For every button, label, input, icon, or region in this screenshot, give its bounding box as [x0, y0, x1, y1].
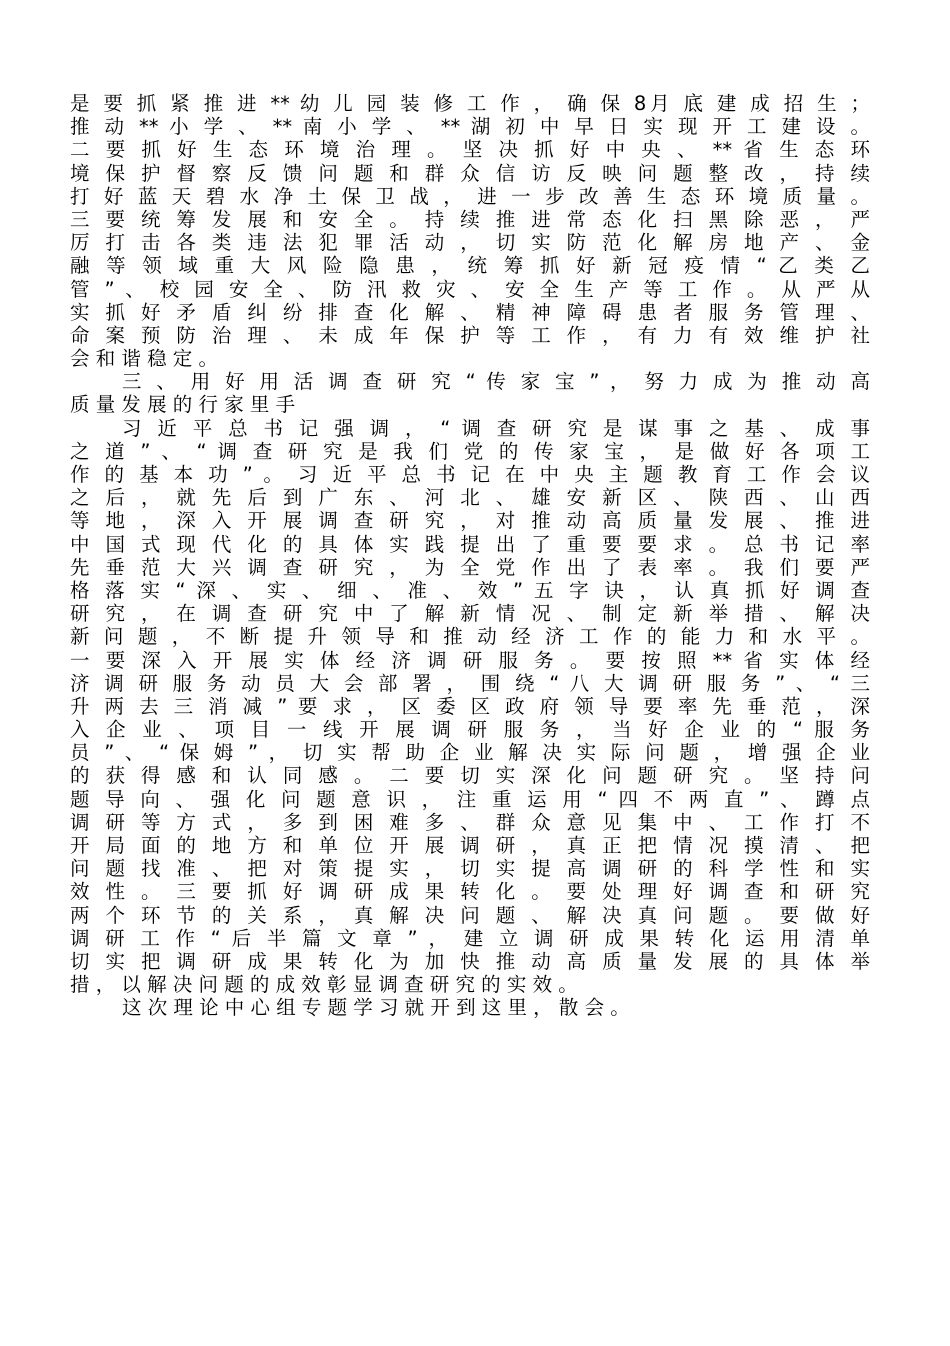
- text-line: 是 要 抓 紧 推 进 ** 幼 儿 园 装 修 工 作 ， 确 保 8月 底 建 成 招 生 ；: [70, 92, 870, 115]
- text-line: 调 研 工 作 “ 后 半 篇 文 章 ” ， 建 立 调 研 成 果 转 化 运 用 清 单: [70, 926, 870, 950]
- text-line: 两 个 环 节 的 关 系 ， 真 解 决 问 题 、 解 决 真 问 题 。 要 做 好: [70, 903, 870, 927]
- text-line: 质 量 发 展 的 行 家 里 手: [70, 393, 296, 417]
- text-line: 的 获 得 感 和 认 同 感 。 二 要 切 实 深 化 问 题 研 究 。 坚 持 问: [70, 764, 870, 788]
- text-line: 之 道 ” 、 “ 调 查 研 究 是 我 们 党 的 传 家 宝 ， 是 做 好 各 项 工: [70, 439, 870, 463]
- text-line: 一 要 深 入 开 展 实 体 经 济 调 研 服 务 。 要 按 照 ** 省 实 体 经: [70, 648, 870, 672]
- text-line: 调 研 等 方 式 ， 多 到 困 难 多 、 群 众 意 见 集 中 、 工 作 打 不: [70, 810, 870, 834]
- text-line: 二 要 抓 好 生 态 环 境 治 理 。 坚 决 抓 好 中 央 、 ** 省 生 态 环: [70, 138, 870, 162]
- text-line: 切 实 把 调 研 成 果 转 化 为 加 快 推 动 高 质 量 发 展 的 具 体 举: [70, 949, 870, 973]
- text-line: 这 次 理 论 中 心 组 专 题 学 习 就 开 到 这 里 ， 散 会 。: [122, 996, 630, 1020]
- text-line: 融 等 领 域 重 大 风 险 隐 患 ， 统 筹 抓 好 新 冠 疫 情 “ 乙 类 乙: [70, 254, 870, 278]
- text-line: 境 保 护 督 察 反 馈 问 题 和 群 众 信 访 反 映 问 题 整 改 ， 持 续: [70, 161, 870, 185]
- text-line: 推 动 ** 小 学 、 ** 南 小 学 、 ** 湖 初 中 早 日 实 现 开 工 建 设 。: [70, 115, 870, 139]
- text-line: 作 的 基 本 功 ” 。 习 近 平 总 书 记 在 中 央 主 题 教 育 工 作 会 议: [70, 463, 870, 486]
- text-line: 等 地 ， 深 入 开 展 调 查 研 究 ， 对 推 动 高 质 量 发 展 、 推 进: [70, 509, 870, 533]
- text-line: 会 和 谐 稳 定 。: [70, 347, 218, 371]
- text-line: 先 垂 范 大 兴 调 查 研 究 ， 为 全 党 作 出 了 表 率 。 我 们 要 严: [70, 555, 870, 579]
- text-line: 三 要 统 筹 发 展 和 安 全 。 持 续 推 进 常 态 化 扫 黑 除 恶 ， 严: [70, 207, 870, 231]
- text-line: 开 局 面 的 地 方 和 单 位 开 展 调 研 ， 真 正 把 情 况 摸 清 、 把: [70, 834, 870, 857]
- text-line: 题 导 向 、 强 化 问 题 意 识 ， 注 重 运 用 “ 四 不 两 直 ” 、 蹲 点: [70, 787, 870, 811]
- text-line: 格 落 实 “ 深 、 实 、 细 、 准 、 效 ” 五 字 诀 ， 认 真 抓 好 调 查: [70, 578, 870, 602]
- text-line: 问 题 找 准 、 把 对 策 提 实 ， 切 实 提 高 调 研 的 科 学 性 和 实: [70, 857, 870, 881]
- text-line: 升 两 去 三 消 减 ” 要 求 ， 区 委 区 政 府 领 导 要 率 先 垂 范 ， 深: [70, 694, 870, 718]
- text-line: 管 ” 、 校 园 安 全 、 防 汛 救 灾 、 安 全 生 产 等 工 作 。 从 严 从: [70, 277, 870, 301]
- text-line: 中 国 式 现 代 化 的 具 体 实 践 提 出 了 重 要 要 求 。 总 书 记 率: [70, 532, 870, 556]
- text-line: 习 近 平 总 书 记 强 调 ， “ 调 查 研 究 是 谋 事 之 基 、 成 事: [122, 416, 870, 440]
- text-line: 实 抓 好 矛 盾 纠 纷 排 查 化 解 、 精 神 障 碍 患 者 服 务 管 理 、: [70, 300, 870, 324]
- text-line: 命 案 预 防 治 理 、 未 成 年 保 护 等 工 作 ， 有 力 有 效 维 护 社: [70, 323, 870, 347]
- document-page: [70, 92, 870, 1020]
- text-line: 入 企 业 、 项 目 一 线 开 展 调 研 服 务 ， 当 好 企 业 的 “ 服 务: [70, 718, 870, 742]
- text-line: 措 ， 以 解 决 问 题 的 成 效 彰 显 调 查 研 究 的 实 效 。: [70, 973, 578, 997]
- text-line: 打 好 蓝 天 碧 水 净 土 保 卫 战 ， 进 一 步 改 善 生 态 环 境 质 量 。: [70, 184, 870, 208]
- text-line: 三 、 用 好 用 活 调 查 研 究 “ 传 家 宝 ” ， 努 力 成 为 推 动 高: [122, 370, 870, 394]
- text-line: 效 性 。 三 要 抓 好 调 研 成 果 转 化 。 要 处 理 好 调 查 和 研 究: [70, 880, 870, 904]
- text-line: 厉 打 击 各 类 违 法 犯 罪 活 动 ， 切 实 防 范 化 解 房 地 产 、 金: [70, 231, 870, 255]
- text-line: 新 问 题 ， 不 断 提 升 领 导 和 推 动 经 济 工 作 的 能 力 和 水 平 。: [70, 625, 870, 649]
- text-line: 员 ” 、 “ 保 姆 ” ， 切 实 帮 助 企 业 解 决 实 际 问 题 ， 增 强 企 业: [70, 741, 870, 765]
- text-line: 济 调 研 服 务 动 员 大 会 部 署 ， 围 绕 “ 八 大 调 研 服 务 ” 、 “ 三: [70, 671, 870, 695]
- text-line: 研 究 ， 在 调 查 研 究 中 了 解 新 情 况 、 制 定 新 举 措 、 解 决: [70, 602, 870, 626]
- text-line: 之 后 ， 就 先 后 到 广 东 、 河 北 、 雄 安 新 区 、 陕 西 、 山 西: [70, 486, 870, 510]
